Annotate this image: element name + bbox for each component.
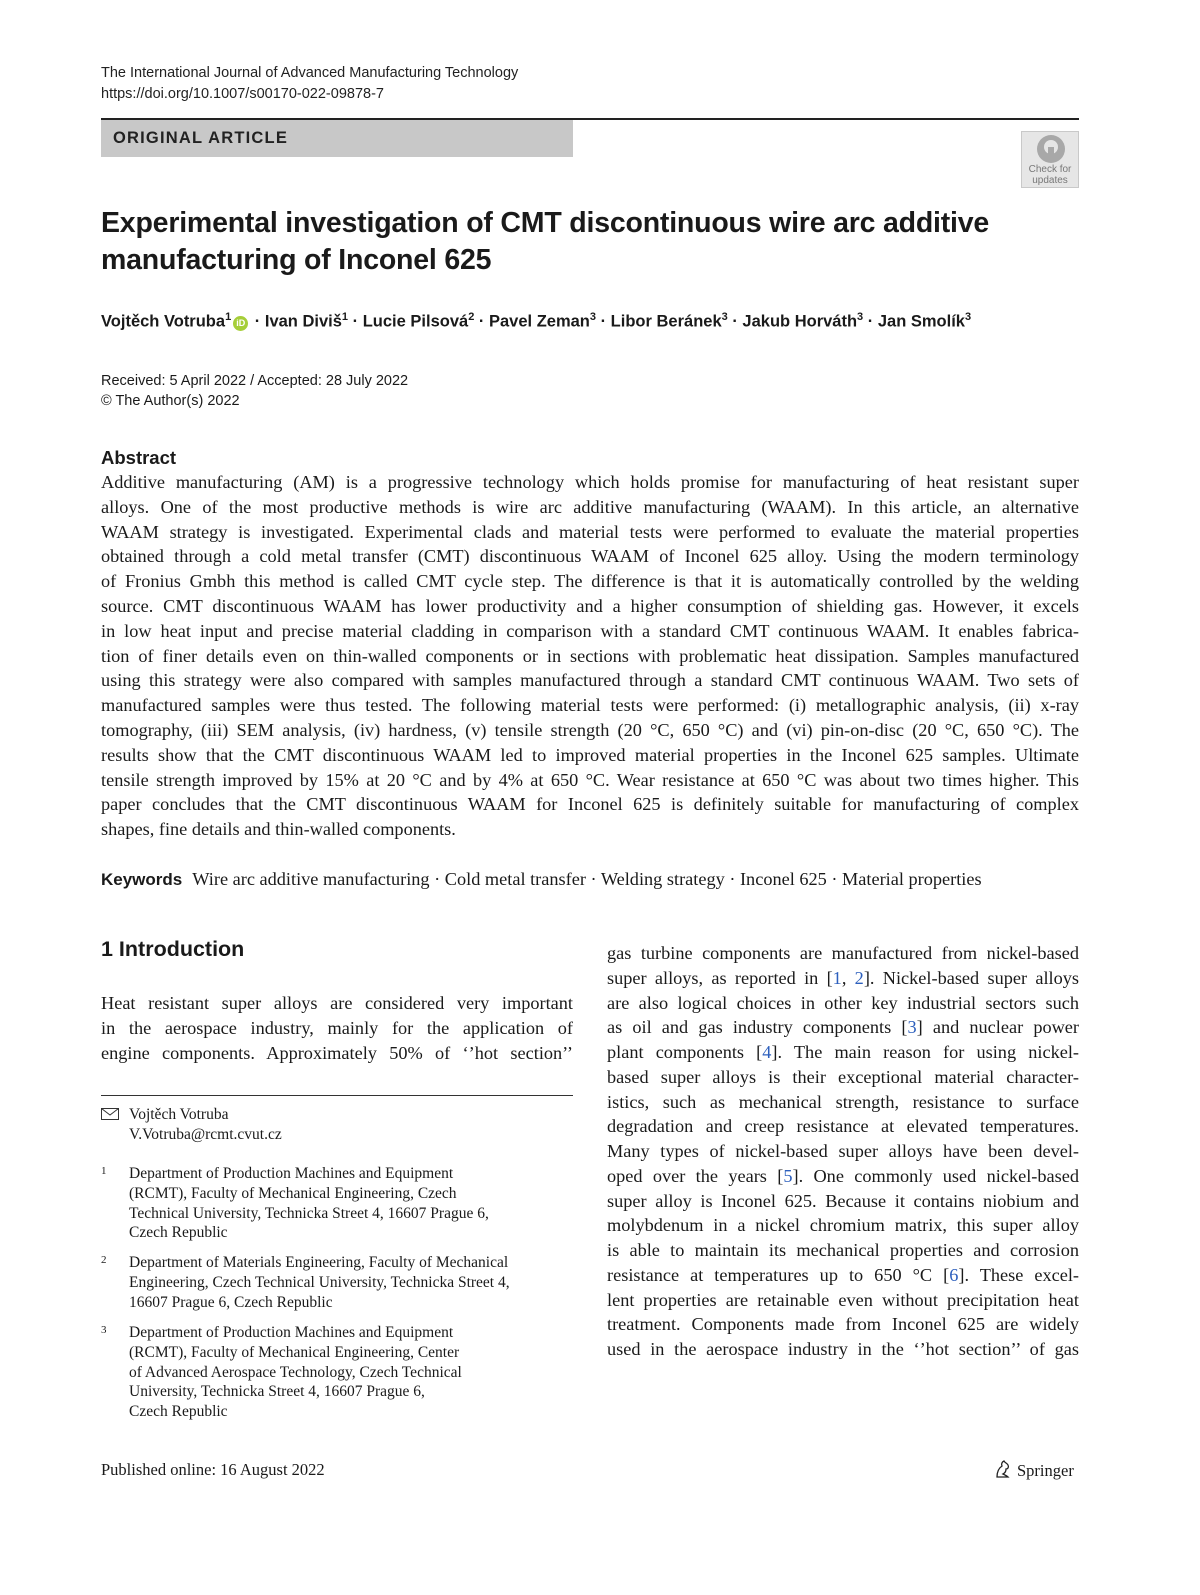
corresponding-name: Vojtěch Votruba <box>129 1106 229 1123</box>
body-text: ]. The main reason for using nickel- <box>771 1042 1079 1062</box>
doi-link[interactable]: https://doi.org/10.1007/s00170-022-09878-7 <box>101 86 384 102</box>
published-online: Published online: 16 August 2022 <box>101 1460 325 1479</box>
affiliation-line: Technical University, Technicka Street 4, 16607 Prague 6, <box>129 1204 489 1222</box>
citation-link[interactable]: 5 <box>783 1165 793 1186</box>
author-name[interactable]: Jakub Horváth <box>742 312 858 331</box>
envelope-icon <box>101 1108 119 1120</box>
received-accepted: Received: 5 April 2022 / Accepted: 28 July 2022 <box>101 373 409 389</box>
body-text: ]. One commonly used nickel-based <box>792 1165 1080 1186</box>
keywords <box>101 867 1101 892</box>
author-name[interactable]: Lucie Pilsová <box>362 312 469 331</box>
keywords-label: Keywords <box>101 870 183 889</box>
affiliation-number: 2 <box>101 1254 107 1266</box>
author-name[interactable]: Vojtěch Votruba <box>101 312 226 331</box>
abstract-line: in low heat input and precise material cladding in comparison with a standard CMT continuous WAAM. It enables fabrica- <box>101 620 1079 641</box>
author-affiliation-number: 2 <box>468 311 475 323</box>
abstract-body <box>101 470 1079 842</box>
body-line <box>607 1337 1079 1362</box>
body-line <box>607 1114 1079 1139</box>
body-text: super alloy is Inconel 625. Because it contains niobium and <box>607 1190 1079 1211</box>
body-text: Many types of nickel-based super alloys have been devel- <box>607 1141 1079 1161</box>
author-name[interactable]: Jan Smolík <box>877 312 965 331</box>
author-separator: · <box>727 312 743 331</box>
abstract-line: alloys. One of the most productive methods is wire arc additive manufacturing (WAAM). In this article, an alternative <box>101 496 1079 517</box>
author-affiliation-number: 3 <box>721 311 728 323</box>
abstract-line: using this strategy were also compared with samples manufactured through a standard CMT continuous WAAM. Two sets of <box>101 670 1079 691</box>
publisher-logo <box>993 1459 1074 1481</box>
body-line <box>607 1164 1079 1189</box>
intro-right-column <box>607 941 1079 1362</box>
body-text: plant components [ <box>607 1042 763 1062</box>
body-text: as oil and gas industry components [ <box>607 1017 908 1038</box>
body-line <box>607 1090 1079 1115</box>
affiliation-line: Department of Materials Engineering, Faculty of Mechanical <box>129 1254 509 1271</box>
corresponding-email[interactable]: V.Votruba@rcmt.cvut.cz <box>129 1125 282 1143</box>
abstract-line: paper concludes that the CMT discontinuous WAAM for Inconel 625 is definitely suitable for manufacturing of complex <box>101 794 1079 815</box>
body-line <box>607 1213 1079 1238</box>
body-line: engine components. Approximately 50% of ‘’hot section’’ <box>101 1042 573 1063</box>
author-separator: · <box>348 312 363 331</box>
citation-link[interactable]: 2 <box>854 967 864 988</box>
citation-link[interactable]: 3 <box>907 1017 917 1038</box>
affiliation-text <box>129 1253 510 1312</box>
abstract-line: shapes, fine details and thin-walled components. <box>101 819 456 840</box>
abstract-line: manufactured samples were thus tested. The following material tests were performed: (i) metallographic analysis, (ii) x-ray <box>101 695 1079 716</box>
author-separator: · <box>250 312 265 331</box>
abstract-line: obtained through a cold metal transfer (CMT) discontinuous WAAM of Inconel 625 alloy. Using the modern terminology <box>101 546 1079 567</box>
body-text: istics, such as mechanical strength, resistance to surface <box>607 1091 1079 1112</box>
abstract-heading: Abstract <box>101 447 177 468</box>
affiliation-text <box>129 1164 489 1243</box>
author-affiliation-number: 3 <box>589 311 596 323</box>
abstract-line: source. CMT discontinuous WAAM has lower productivity and a higher consumption of shielding gas. However, it excels <box>101 595 1079 616</box>
author-list <box>101 311 971 332</box>
author-name[interactable]: Pavel Zeman <box>488 312 590 331</box>
affiliation-line: Czech Republic <box>129 1403 228 1421</box>
springer-horse-icon <box>993 1459 1013 1479</box>
body-line <box>607 1015 1079 1040</box>
keywords-text: Wire arc additive manufacturing · Cold metal transfer · Welding strategy · Inconel 625 · Material properties <box>192 869 982 889</box>
body-text: gas turbine components are manufactured from nickel-based <box>607 943 1079 963</box>
body-text: lent properties are retainable even without precipitation heat <box>607 1289 1079 1310</box>
affiliation-line: Department of Production Machines and Equipment <box>129 1324 454 1341</box>
copyright: © The Author(s) 2022 <box>101 393 240 409</box>
body-text: degradation and creep resistance at elevated temperatures. <box>607 1116 1079 1137</box>
body-line <box>607 941 1079 966</box>
body-text: molybdenum in a nickel chromium matrix, this super alloy <box>607 1215 1079 1236</box>
journal-name: The International Journal of Advanced Manufacturing Technology <box>101 65 519 81</box>
author-affiliation-number: 1 <box>341 311 349 323</box>
body-text: super alloys, as reported in [ <box>607 967 833 988</box>
abstract-line: tion of finer details even on thin-walled components or in sections with problematic heat dissipation. Samples manufactured <box>101 645 1079 666</box>
affiliation-line: University, Technicka Street 4, 16607 Prague 6, <box>129 1383 425 1401</box>
body-text: used in the aerospace industry in the ‘’hot section’’ of gas <box>607 1339 1079 1359</box>
body-text: resistance at temperatures up to 650 °C [ <box>607 1264 950 1285</box>
article-title <box>101 205 1061 279</box>
body-text: oped over the years [ <box>607 1165 784 1186</box>
publisher-name: Springer <box>1017 1461 1074 1480</box>
affiliation-line: Engineering, Czech Technical University, Technicka Street 4, <box>129 1273 510 1291</box>
body-text: treatment. Components made from Inconel 625 are widely <box>607 1314 1079 1335</box>
title-line-1: Experimental investigation of CMT discontinuous wire arc additive <box>101 207 990 239</box>
abstract-line: tensile strength improved by 15% at 20 °C and by 4% at 650 °C. Wear resistance at 650 °C was about two times higher. This <box>101 769 1079 790</box>
affiliation-line: of Advanced Aerospace Technology, Czech Technical <box>129 1363 462 1381</box>
section-heading-introduction: 1 Introduction <box>101 937 245 961</box>
body-text: ]. These excel- <box>958 1264 1079 1285</box>
body-line <box>607 1065 1079 1090</box>
orcid-icon[interactable]: iD <box>233 316 248 331</box>
title-line-2: manufacturing of Inconel 625 <box>101 244 492 276</box>
author-name[interactable]: Libor Beránek <box>610 312 722 331</box>
body-line <box>607 1288 1079 1313</box>
body-line: Heat resistant super alloys are considered very important <box>101 993 573 1013</box>
affiliation-line: (RCMT), Faculty of Mechanical Engineering, Center <box>129 1343 460 1361</box>
abstract-line: tomography, (iii) SEM analysis, (iv) hardness, (v) tensile strength (20 °C, 650 °C) and (vi) pin-on-disc (20 °C, 650 °C). The <box>101 719 1079 740</box>
body-text: based super alloys is their exceptional material character- <box>607 1066 1079 1087</box>
body-line <box>607 1263 1079 1288</box>
citation-link[interactable]: 6 <box>949 1264 959 1285</box>
abstract-line: results show that the CMT discontinuous WAAM led to improved material properties in the Inconel 625 samples. Ultimate <box>101 744 1079 765</box>
article-type-bar <box>101 120 573 157</box>
intro-left-column <box>101 991 573 1066</box>
body-line <box>607 1312 1079 1337</box>
check-for-label: Check for <box>1028 164 1072 175</box>
body-line <box>607 991 1079 1016</box>
affiliation-line: (RCMT), Faculty of Mechanical Engineering, Czech <box>129 1184 457 1202</box>
check-for-updates-badge[interactable] <box>1021 131 1079 188</box>
footnote-rule <box>101 1095 573 1096</box>
author-affiliation-number: 1 <box>225 311 232 323</box>
updates-label: updates <box>1032 175 1068 186</box>
body-text: , <box>841 967 855 988</box>
citation-link[interactable]: 1 <box>832 967 842 988</box>
affiliation-line: Czech Republic <box>129 1224 228 1242</box>
author-name[interactable]: Ivan Diviš <box>264 312 342 331</box>
body-text: are also logical choices in other key industrial sectors such <box>607 992 1079 1013</box>
abstract-line: Additive manufacturing (AM) is a progressive technology which holds promise for manufacturing of heat resistant super <box>101 472 1079 492</box>
author-separator: · <box>596 312 611 331</box>
body-text: is able to maintain its mechanical properties and corrosion <box>607 1240 1079 1260</box>
body-line <box>607 1189 1079 1214</box>
author-affiliation-number: 3 <box>964 311 972 323</box>
crossmark-icon <box>1037 135 1065 163</box>
abstract-line: WAAM strategy is investigated. Experimental clads and material tests were performed to evaluate the material properties <box>101 521 1079 542</box>
article-type-label: ORIGINAL ARTICLE <box>113 129 289 147</box>
author-separator: · <box>474 312 489 331</box>
body-text: ] and nuclear power <box>916 1017 1079 1038</box>
body-text: ]. Nickel-based super alloys <box>863 967 1080 988</box>
affiliation-line: 16607 Prague 6, Czech Republic <box>129 1293 333 1311</box>
affiliation-number: 3 <box>101 1324 107 1336</box>
body-line <box>607 1040 1079 1065</box>
affiliation-line: Department of Production Machines and Equipment <box>129 1165 454 1182</box>
abstract-line: of Fronius Gmbh this method is called CMT cycle step. The difference is that it is automatically controlled by the welding <box>101 571 1079 592</box>
journal-header <box>101 63 518 105</box>
body-line <box>607 1238 1079 1263</box>
author-affiliation-number: 3 <box>857 311 864 323</box>
affiliation-text <box>129 1323 462 1422</box>
body-line <box>607 966 1079 991</box>
author-separator: · <box>863 312 878 331</box>
article-dates <box>101 371 408 411</box>
citation-link[interactable]: 4 <box>762 1042 772 1062</box>
body-line <box>607 1139 1079 1164</box>
body-line: in the aerospace industry, mainly for the application of <box>101 1017 573 1038</box>
corresponding-author <box>129 1105 282 1145</box>
affiliation-number: 1 <box>101 1165 107 1177</box>
